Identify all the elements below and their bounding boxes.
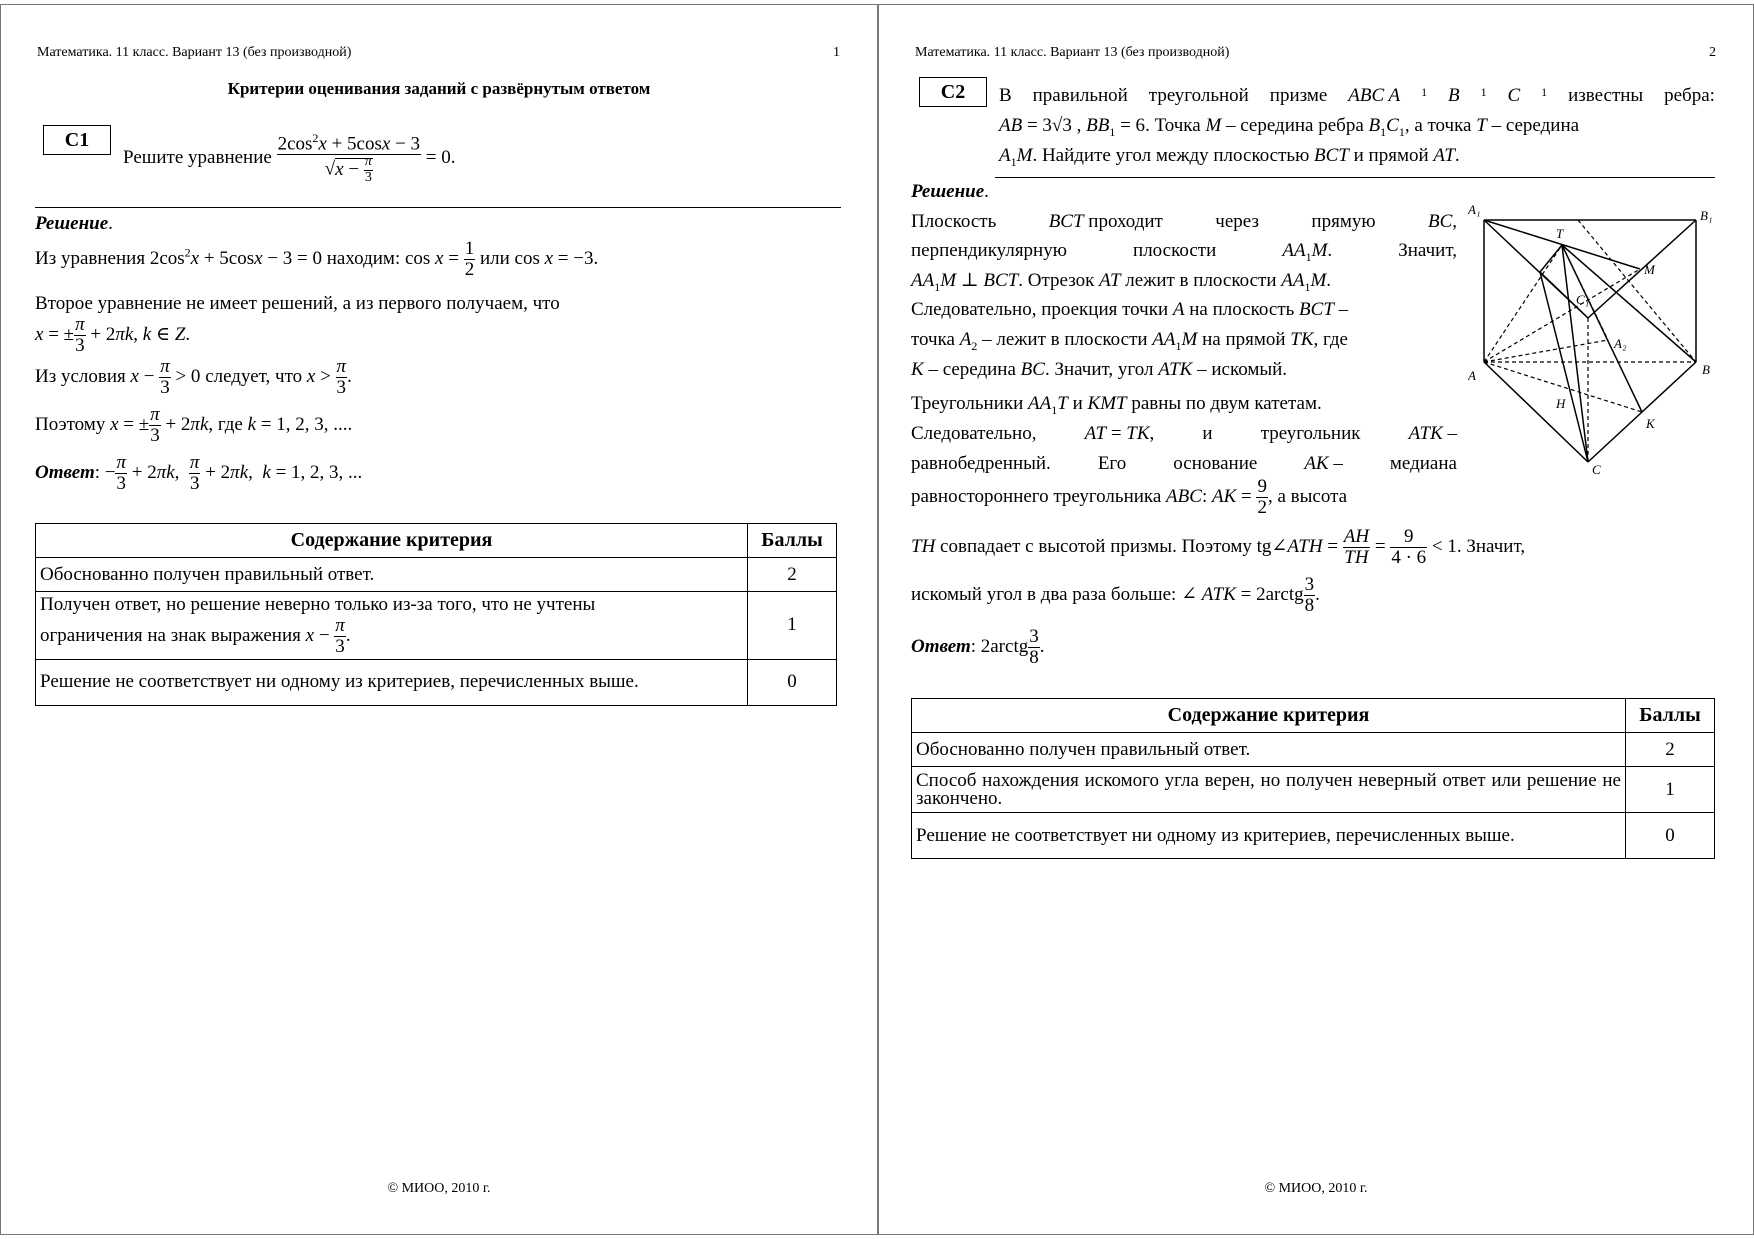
label-c: C [1592, 462, 1601, 477]
c1-table-header-score: Баллы [748, 524, 837, 558]
label-a1: A₁ [1468, 202, 1481, 217]
c1-divider [35, 207, 841, 208]
c2-solution-line8: Следовательно, AT = TK, и треугольник ATK – [911, 423, 1457, 444]
c1-condition: Решите уравнение $2\cos^2x + 5\cos x - 3$ √x − $\frac{\pi}{3}$ = 0. [123, 131, 456, 185]
c2-solution-line6: K – середина BC. Значит, угол ATK – искомый. [911, 359, 1288, 380]
line-top-b [1578, 220, 1696, 362]
page-number: 2 [1709, 45, 1716, 60]
label-m: M [1644, 262, 1655, 277]
label-k: K [1646, 416, 1655, 431]
edge-b1c1 [1588, 220, 1696, 318]
c1-answer: Ответ: − $\frac{\pi}{3}$ + 2πk, $\frac{\pi}{3}$ + 2πk, k = 1, 2, 3, ... [35, 452, 363, 494]
edge-ac [1484, 362, 1588, 462]
c2-solution-line7: Треугольники $AA_1T$ и KMT равны по двум катетам. [911, 393, 1322, 417]
table-row: Получен ответ, но решение неверно только из-за того, что не учтены ограничения на знак выражения x − $\frac{\pi}{3}$ . 1 [36, 592, 837, 660]
task-c1-label: С1 [43, 125, 111, 155]
c1-criteria-table [35, 523, 837, 706]
c2-solution-line4: Следовательно, проекция точки A на плоскость BCT – [911, 299, 1349, 320]
label-a: A [1468, 368, 1476, 383]
label-c1: C₁ [1576, 292, 1590, 307]
c2-solution-line5: точка $A_2$ – лежит в плоскости $AA_1M$ на прямой TK, где [911, 329, 1348, 353]
c2-solution-heading: Решение. [911, 181, 989, 202]
c2-table-header-score: Баллы [1626, 699, 1715, 733]
c1-solution-heading: Решение. [35, 213, 113, 234]
c2-solution-line12: искомый угол в два раза больше: ∠ ATK = 2arctg $\frac{3}{8}$ . [911, 574, 1320, 616]
c2-answer: Ответ: 2arctg $\frac{3}{8}$ . [911, 626, 1045, 668]
task-c2-label: С2 [919, 77, 987, 107]
page-footer: © МИОО, 2010 г. [387, 1181, 491, 1196]
table-row: Решение не соответствует ни одному из критериев, перечисленных выше. 0 [912, 813, 1715, 859]
c2-solution-line3: $AA_1M$ ⊥ BCT. Отрезок AT лежит в плоскости $AA_1M$. [911, 270, 1332, 294]
c2-solution-line2: перпендикулярную плоскости $AA_1M$. Значит, [911, 240, 1457, 264]
c2-condition-line1: В правильной треугольной призме ABC A 1 B 1 C 1 известны ребра: [999, 85, 1715, 106]
c1-solution-line2: Второе уравнение не имеет решений, а из первого получаем, что [35, 293, 560, 314]
label-a2: A₂ [1614, 336, 1627, 351]
c2-solution-line1: Плоскость BCT проходит через прямую BC, [911, 211, 1457, 232]
line-tc [1562, 245, 1588, 462]
c1-solution-line3: Из условия x − $\frac{\pi}{3}$ > 0 следует, что x > $\frac{\pi}{3}$ . [35, 356, 352, 398]
prism-figure [1468, 200, 1718, 480]
c2-criteria-table [911, 698, 1715, 859]
c2-divider [995, 177, 1715, 178]
c1-solution-line4: Поэтому x = ± $\frac{\pi}{3}$ + 2πk, где k = 1, 2, 3, .... [35, 404, 353, 446]
c1-solution-line1: Из уравнения $2\cos^2x + 5\cos x - 3 = 0$ находим: cos x = $\frac{1}{2}$ или cos x = −3. [35, 238, 599, 280]
label-b: B [1702, 362, 1710, 377]
c2-condition-line2: AB = 3√3 , $BB_1 = 6$. Точка M – середина ребра $B_1C_1$, а точка T – середина [999, 115, 1580, 139]
c1-solution-line2-formula: x = ± $\frac{\pi}{3}$ + 2πk, k ∈ Z. [35, 314, 191, 356]
page-title: Критерии оценивания заданий с развёрнутым ответом [227, 79, 651, 98]
c2-solution-line10: равностороннего треугольника ABC: AK = $\frac{9}{2}$ , а высота [911, 476, 1348, 518]
running-header: Математика. 11 класс. Вариант 13 (без производной) [37, 45, 352, 60]
table-row: Обоснованно получен правильный ответ. 2 [912, 733, 1715, 767]
line-at [1484, 245, 1562, 362]
c1-table-header-criterion: Содержание критерия [36, 524, 748, 558]
c2-condition-line3: $A_1M$. Найдите угол между плоскостью BCT и прямой AT. [999, 145, 1460, 169]
page-2 [878, 4, 1754, 1235]
label-t: T [1556, 226, 1564, 241]
page-footer: © МИОО, 2010 г. [1264, 1181, 1368, 1196]
c2-solution-line11: TH совпадает с высотой призмы. Поэтому tg∠ATH = $\frac{AH}{TH}$ = $\frac{9}{4 \cdot 6}$ < 1. Значит, [911, 526, 1526, 568]
table-row: Способ нахождения искомого угла верен, но получен неверный ответ или решение не закончено. 1 [912, 767, 1715, 813]
label-h: H [1556, 396, 1566, 411]
c2-solution-line9: равнобедренный. Его основание AK – медиана [911, 453, 1457, 474]
table-row: Обоснованно получен правильный ответ. 2 [36, 558, 837, 592]
page-number: 1 [833, 45, 840, 60]
label-b1: B₁ [1700, 208, 1713, 223]
running-header: Математика. 11 класс. Вариант 13 (без производной) [915, 45, 1230, 60]
page-1 [0, 4, 878, 1235]
c2-table-header-criterion: Содержание критерия [912, 699, 1626, 733]
table-row: Решение не соответствует ни одному из критериев, перечисленных выше. 0 [36, 659, 837, 705]
